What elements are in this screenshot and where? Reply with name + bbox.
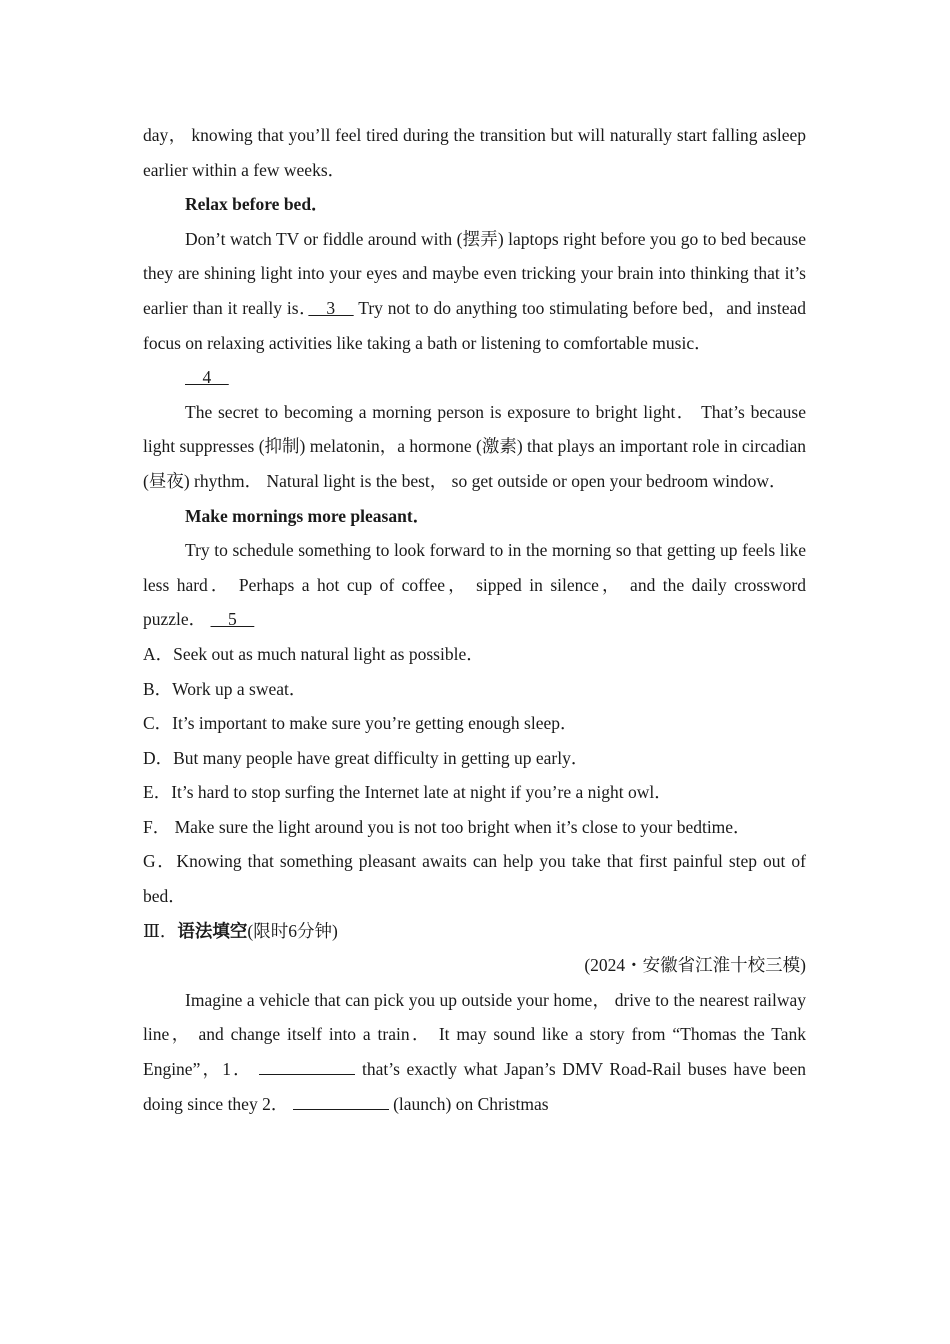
source-citation: (2024・安徽省江淮十校三模) <box>584 955 806 976</box>
option-c: C．It’s important to make sure you’re getting enough sleep． <box>143 713 578 734</box>
blank-5: 5 <box>210 609 255 630</box>
paragraph-light: The secret to becoming a morning person is exposure to bright light． That’s because light suppresses (抑制) melatonin，a hormone (激素) that plays an important role in circadian (昼夜) rhythm． Natural light is the best， so get outside or open your bedroom window． <box>143 401 806 491</box>
blank-2-line <box>293 1091 389 1110</box>
option-f: F． Make sure the light around you is not too bright when it’s close to your bedtime． <box>143 816 751 837</box>
blank-4: 4 <box>185 367 229 388</box>
paragraph-relax <box>143 222 806 360</box>
heading-make-mornings: Make mornings more pleasant． <box>185 505 431 526</box>
option-e: E．It’s hard to stop surfing the Internet late at night if you’re a night owl． <box>143 782 672 803</box>
options-list <box>143 637 806 914</box>
option-g: G．Knowing that something pleasant awaits can help you take that first painful step out of bed． <box>143 851 806 907</box>
section-3-title <box>143 914 806 949</box>
paragraph-relax-text: Don’t watch TV or fiddle around with (摆弄) laptops right before you go to bed because they are shining light into your eyes and maybe even tricking your brain into thinking that it’s earlier than it really is． <box>143 228 806 318</box>
blank-3: 3 <box>308 297 354 318</box>
option-a: A．Seek out as much natural light as possible． <box>143 643 484 664</box>
document-page <box>143 118 806 1121</box>
blank-4-line <box>143 360 806 395</box>
paragraph-relax-text-2: Try not to do anything too stimulating before bed，and instead focus on relaxing activities like taking a bath or listening to comfortable music． <box>143 297 807 353</box>
grammar-text-1: Imagine a vehicle that can pick you up outside your home， drive to the nearest railway line， and change itself into a train． It may sound like a story from “Thomas the Tank Engine”，1． <box>143 989 806 1080</box>
heading-relax-before-bed: Relax before bed． <box>185 194 329 215</box>
grammar-text-2: that’s exactly what Japan’s DMV Road-Rail buses have been doing since they 2． <box>143 1059 807 1114</box>
paragraph-continued: day， knowing that you’ll feel tired during the transition but will naturally start falling asleep earlier within a few weeks． <box>143 125 806 180</box>
paragraph-morning-text: Try to schedule something to look forward to in the morning so that getting up feels like less hard． Perhaps a hot cup of coffee， sipped in silence， and the daily crossword puzzle． <box>143 540 806 630</box>
option-d: D．But many people have great difficulty in getting up early． <box>143 747 589 768</box>
paragraph-morning <box>143 533 806 637</box>
grammar-text-3: (launch) on Christmas <box>388 1093 549 1114</box>
paragraph-grammar <box>143 983 806 1121</box>
section-3-note: (限时6分钟) <box>247 920 338 941</box>
section-3-number: Ⅲ． <box>143 920 178 941</box>
option-b: B．Work up a sweat． <box>143 678 307 699</box>
section-3-name: 语法填空 <box>177 920 248 941</box>
blank-1-line <box>259 1056 355 1075</box>
